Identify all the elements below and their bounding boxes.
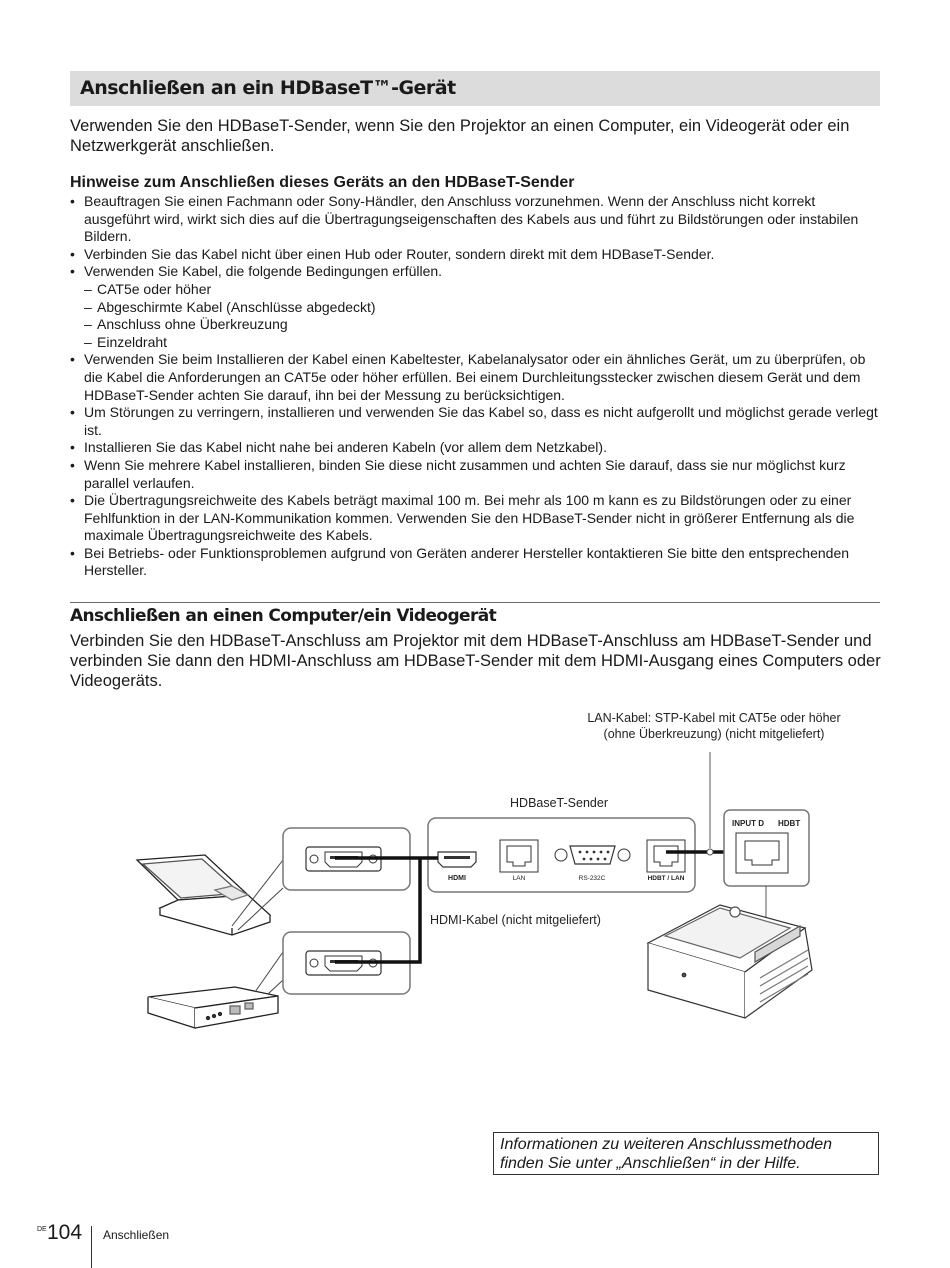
note-item: • Wenn Sie mehrere Kabel installieren, binden Sie diese nicht zusammen und achten Sie darauf, dass sie nur möglichst kurz parallel verlaufen. xyxy=(70,457,885,492)
note-item: • Verbinden Sie das Kabel nicht über einen Hub oder Router, sondern direkt mit dem HDBaseT-Sender. xyxy=(70,246,885,264)
port-lan-label: LAN xyxy=(512,875,526,882)
condition-item: – Abgeschirmte Kabel (Anschlüsse abgedeckt) xyxy=(84,299,885,317)
note-item: • Installieren Sie das Kabel nicht nahe bei anderen Kabeln (vor allem dem Netzkabel). xyxy=(70,439,885,457)
info-box xyxy=(493,1132,879,1175)
section-header xyxy=(70,71,880,106)
projector-icon xyxy=(648,905,812,1018)
section-title: Anschließen an ein HDBaseT™-Gerät xyxy=(80,77,456,99)
note-item: • Verwenden Sie beim Installieren der Kabel einen Kabeltester, Kabelanalysator oder ein ähnliches Gerät, um zu überprüfen, ob die Kabel die Anforderungen an CAT5e oder höher erfüllen. Bei einem Durchleitungsstecker zwischen diesem Gerät und dem HDBaseT-Sender achten Sie darauf, ihn bei der Messung zu berücksichtigen. xyxy=(70,351,885,404)
note-item: • Bei Betriebs- oder Funktionsproblemen aufgrund von Geräten anderer Hersteller kontaktieren Sie bitte den entsprechenden Hersteller. xyxy=(70,545,885,580)
hdmi-cable-label: HDMI-Kabel (nicht mitgeliefert) xyxy=(430,913,601,927)
note-item: • Die Übertragungsreichweite des Kabels beträgt maximal 100 m. Bei mehr als 100 m kann es zu Bildstörungen oder zu einer Fehlfunktion in der LAN-Kommunikation kommen. Verwenden Sie den HDBaseT-Sender nicht in größerer Entfernung als die maximale Übertragungsreichweite des Kabels. xyxy=(70,492,885,545)
connection-diagram xyxy=(0,700,950,1040)
page-number: 104 xyxy=(47,1221,83,1244)
condition-item: – Anschluss ohne Überkreuzung xyxy=(84,316,885,334)
condition-item: – CAT5e oder höher xyxy=(84,281,885,299)
condition-item: – Einzeldraht xyxy=(84,334,885,352)
hdbaset-sender-panel xyxy=(428,818,695,892)
footer-separator xyxy=(91,1226,92,1268)
notes-list xyxy=(70,193,885,580)
info-box-line1: Informationen zu weiteren Anschlussmethoden xyxy=(500,1136,833,1153)
footer-section-label: Anschließen xyxy=(103,1228,170,1242)
subsection-text: Verbinden Sie den HDBaseT-Anschluss am Projektor mit dem HDBaseT-Anschluss am HDBaseT-Sender und verbinden Sie dann den HDMI-Anschluss am HDBaseT-Sender mit dem HDMI-Ausgang eines Computers oder Videogeräts. xyxy=(70,632,881,690)
info-box-line2: finden Sie unter „Anschließen“ in der Hilfe. xyxy=(500,1155,801,1172)
projector-input-label: INPUT D xyxy=(732,819,764,828)
section-divider xyxy=(70,602,880,603)
projector-hdbt-label: HDBT xyxy=(778,819,801,828)
sender-hdbt-lan-port xyxy=(647,840,685,882)
notes-heading: Hinweise zum Anschließen dieses Geräts an den HDBaseT-Sender xyxy=(70,174,575,191)
lan-cable-label-line1: LAN-Kabel: STP-Kabel mit CAT5e oder höher xyxy=(587,711,841,725)
projector-input-callout xyxy=(724,810,809,886)
laptop-icon xyxy=(137,855,270,935)
note-item: • Beauftragen Sie einen Fachmann oder Sony-Händler, den Anschluss vorzunehmen. Wenn der Anschluss nicht korrekt ausgeführt wird, wirkt sich dies auf die Übertragungseigenschaften des Kabels aus und führt zu Bildstörungen oder instabilen Bildern. xyxy=(70,193,885,246)
footer-language: DE xyxy=(37,1226,47,1233)
note-item: • Um Störungen zu verringern, installieren und verwenden Sie das Kabel so, dass es nicht aufgerollt und möglichst gerade verlegt ist. xyxy=(70,404,885,439)
note-item-cable-conditions xyxy=(70,263,885,351)
port-hdmi-label: HDMI xyxy=(448,875,466,882)
port-hdbt-lan-label: HDBT / LAN xyxy=(647,875,685,882)
lan-cable-label-line2: (ohne Überkreuzung) (nicht mitgeliefert) xyxy=(603,727,825,741)
sender-label: HDBaseT-Sender xyxy=(510,796,608,810)
port-rs232c-label: RS-232C xyxy=(578,875,606,882)
cable-conditions-list xyxy=(84,281,885,351)
video-device-icon xyxy=(148,987,278,1028)
note-item-text: Verwenden Sie Kabel, die folgende Bedingungen erfüllen. xyxy=(84,263,443,280)
subsection-title: Anschließen an einen Computer/ein Videogerät xyxy=(70,606,497,626)
intro-paragraph: Verwenden Sie den HDBaseT-Sender, wenn Sie den Projektor an einen Computer, ein Videogerät oder ein Netzwerkgerät anschließen. xyxy=(70,117,850,155)
